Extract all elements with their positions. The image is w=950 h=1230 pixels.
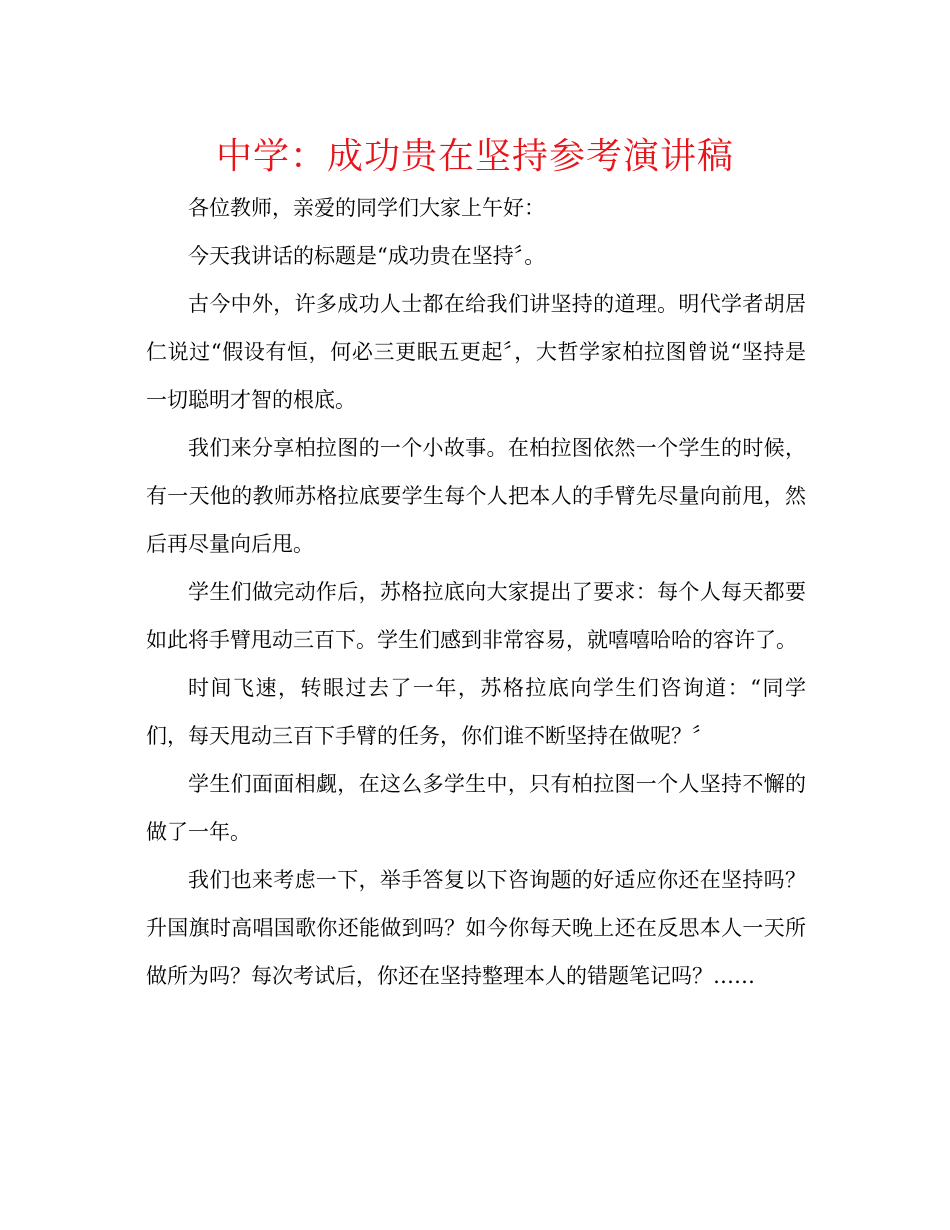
paragraph-plato-persisted: 学生们面面相觑，在这么多学生中，只有柏拉图一个人坚持不懈的做了一年。 bbox=[146, 772, 806, 844]
paragraph-story-intro: 我们来分享柏拉图的一个小故事。在柏拉图依然一个学生的时候，有一天他的教师苏格拉底要学生每个人把本人的手臂先尽量向前甩，然后再尽量向后甩。 bbox=[146, 436, 806, 556]
paragraph-quotes: 古今中外，许多成功人士都在给我们讲坚持的道理。明代学者胡居仁说过“假设有恒，何必三更眠五更起〞，大哲学家柏拉图曾说“坚持是一切聪明才智的根底。 bbox=[146, 292, 806, 412]
paragraph-reflection-questions: 我们也来考虑一下，举手答复以下咨询题的好适应你还在坚持吗？升国旗时高唱国歌你还能做到吗？如今你每天晚上还在反思本人一天所做所为吗？每次考试后，你还在坚持整理本人的错题笔记吗？…… bbox=[146, 868, 806, 988]
page-title: 中学：成功贵在坚持参考演讲稿 bbox=[215, 136, 734, 177]
paragraph-one-year-later: 时间飞速，转眼过去了一年，苏格拉底向学生们咨询道：“同学们，每天甩动三百下手臂的任务，你们谁不断坚持在做呢？〞 bbox=[146, 676, 806, 748]
paragraph-greeting: 各位教师，亲爱的同学们大家上午好： bbox=[188, 196, 545, 220]
document-body bbox=[146, 184, 806, 1000]
paragraph-topic: 今天我讲话的标题是“成功贵在坚持〞。 bbox=[188, 244, 546, 268]
paragraph-requirement: 学生们做完动作后，苏格拉底向大家提出了要求：每个人每天都要如此将手臂甩动三百下。学生们感到非常容易，就嘻嘻哈哈的容许了。 bbox=[146, 580, 806, 652]
